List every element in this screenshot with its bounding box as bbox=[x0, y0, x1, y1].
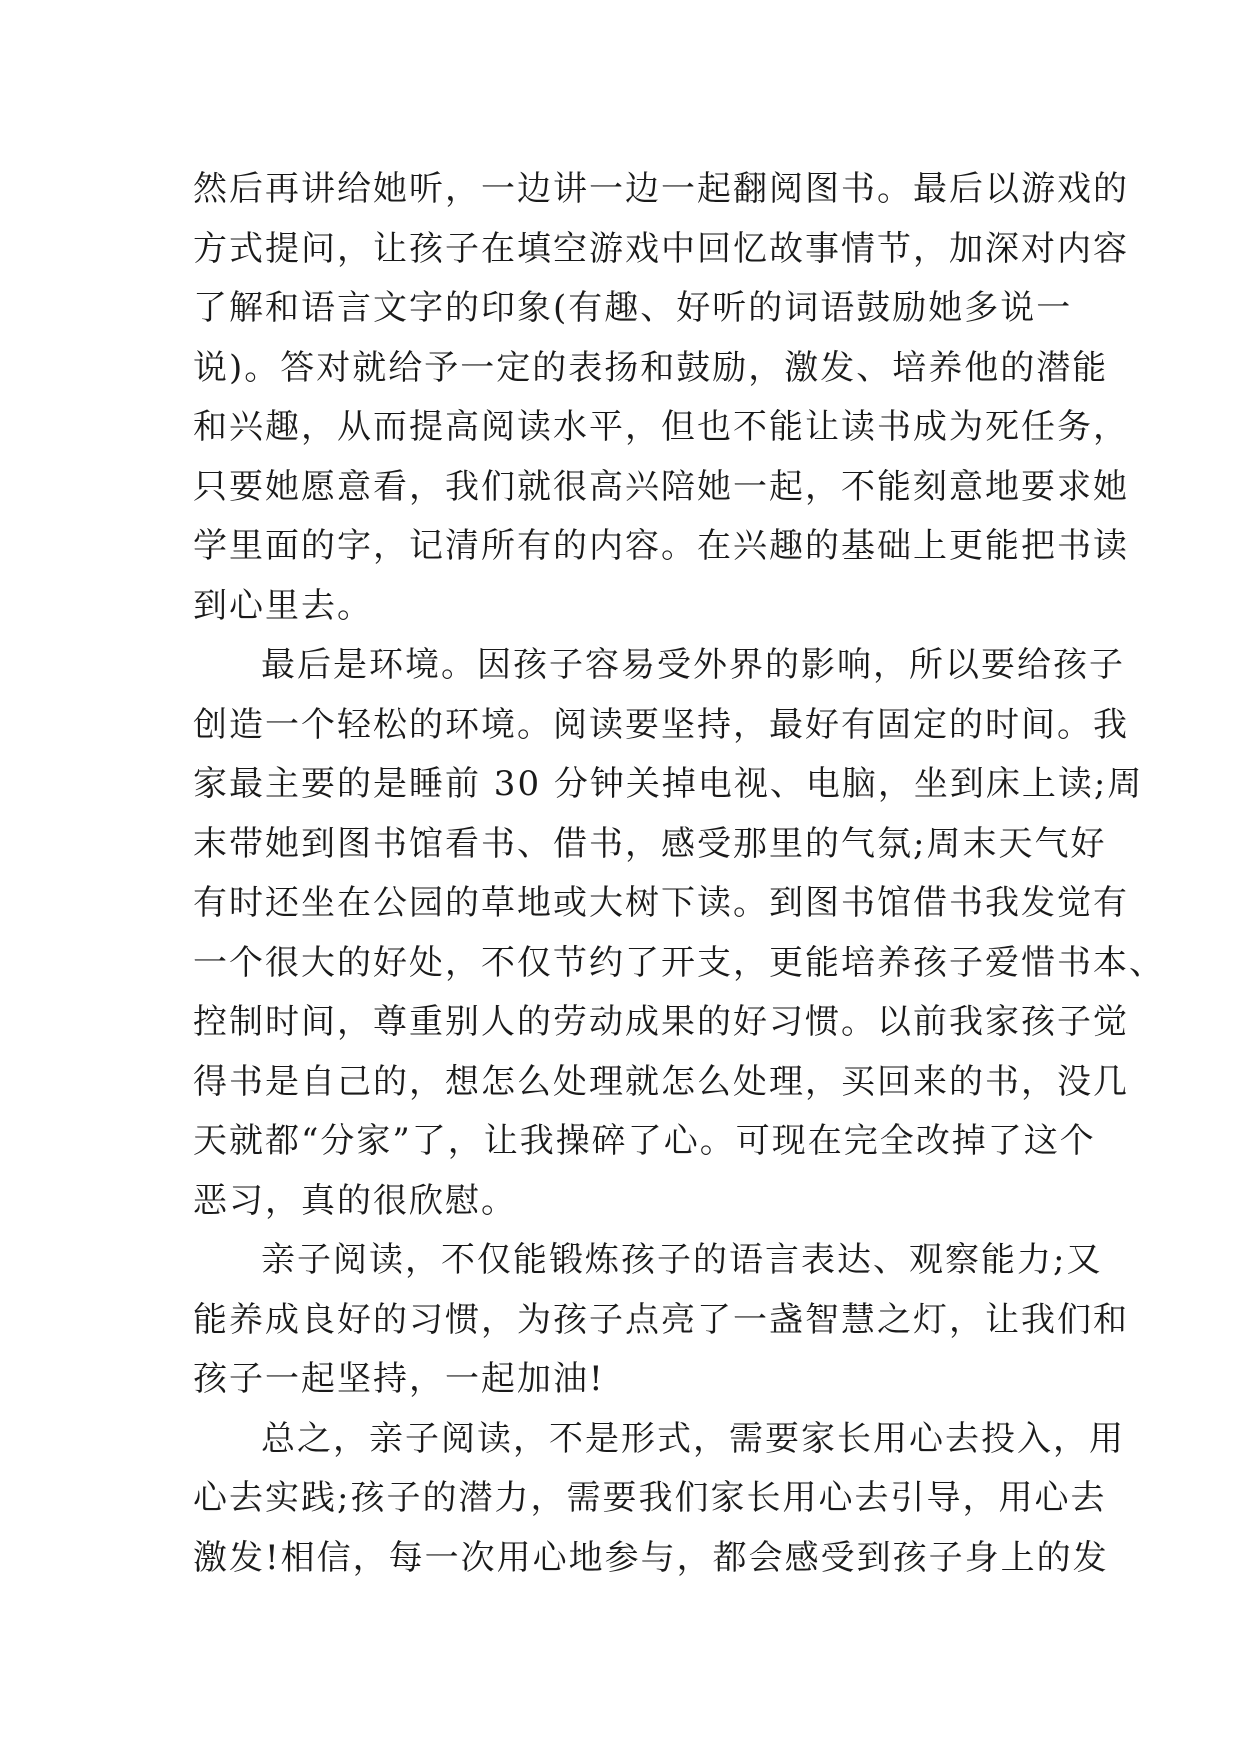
paragraph-start-line: 最后是环境。因孩子容易受外界的影响，所以要给孩子 bbox=[261, 645, 1125, 685]
text-line: 方式提问，让孩子在填空游戏中回忆故事情节，加深对内容 bbox=[193, 228, 1129, 269]
paragraph-start-line: 总之，亲子阅读，不是形式，需要家长用心去投入，用 bbox=[261, 1418, 1125, 1459]
text-line: 恶习，真的很欣慰。 bbox=[193, 1180, 517, 1221]
text-line: 一个很大的好处，不仅节约了开支，更能培养孩子爱惜书本、 bbox=[193, 942, 1165, 983]
text-line: 有时还坐在公园的草地或大树下读。到图书馆借书我发觉有 bbox=[193, 883, 1129, 923]
body-text bbox=[193, 160, 1165, 1588]
text-line: 能养成良好的习惯，为孩子点亮了一盏智慧之灯，让我们和 bbox=[193, 1299, 1129, 1340]
text-line: 和兴趣，从而提高阅读水平，但也不能让读书成为死任务， bbox=[193, 407, 1129, 447]
text-line: 家最主要的是睡前 30 分钟关掉电视、电脑，坐到床上读;周 bbox=[193, 764, 1144, 804]
paragraph-start-line: 亲子阅读，不仅能锻炼孩子的语言表达、观察能力;又 bbox=[261, 1240, 1103, 1280]
text-line: 孩子一起坚持，一起加油! bbox=[193, 1359, 605, 1399]
text-line: 了解和语言文字的印象(有趣、好听的词语鼓励她多说一 bbox=[193, 288, 1073, 328]
text-line: 得书是自己的，想怎么处理就怎么处理，买回来的书，没几 bbox=[193, 1061, 1129, 1102]
text-line: 天就都“分家”了，让我操碎了心。可现在完全改掉了这个 bbox=[193, 1121, 1096, 1161]
text-line: 只要她愿意看，我们就很高兴陪她一起，不能刻意地要求她 bbox=[193, 466, 1129, 507]
text-line: 创造一个轻松的环境。阅读要坚持，最好有固定的时间。我 bbox=[193, 704, 1129, 745]
text-line: 然后再讲给她听，一边讲一边一起翻阅图书。最后以游戏的 bbox=[193, 169, 1129, 209]
text-line: 控制时间，尊重别人的劳动成果的好习惯。以前我家孩子觉 bbox=[193, 1002, 1129, 1042]
text-line: 心去实践;孩子的潜力，需要我们家长用心去引导，用心去 bbox=[193, 1478, 1107, 1518]
text-line: 激发!相信，每一次用心地参与，都会感受到孩子身上的发 bbox=[193, 1537, 1109, 1578]
text-line: 说)。答对就给予一定的表扬和鼓励，激发、培养他的潜能 bbox=[193, 347, 1109, 388]
text-line: 到心里去。 bbox=[193, 585, 373, 626]
text-line: 末带她到图书馆看书、借书，感受那里的气氛;周末天气好 bbox=[193, 823, 1107, 864]
text-line: 学里面的字，记清所有的内容。在兴趣的基础上更能把书读 bbox=[193, 526, 1129, 566]
